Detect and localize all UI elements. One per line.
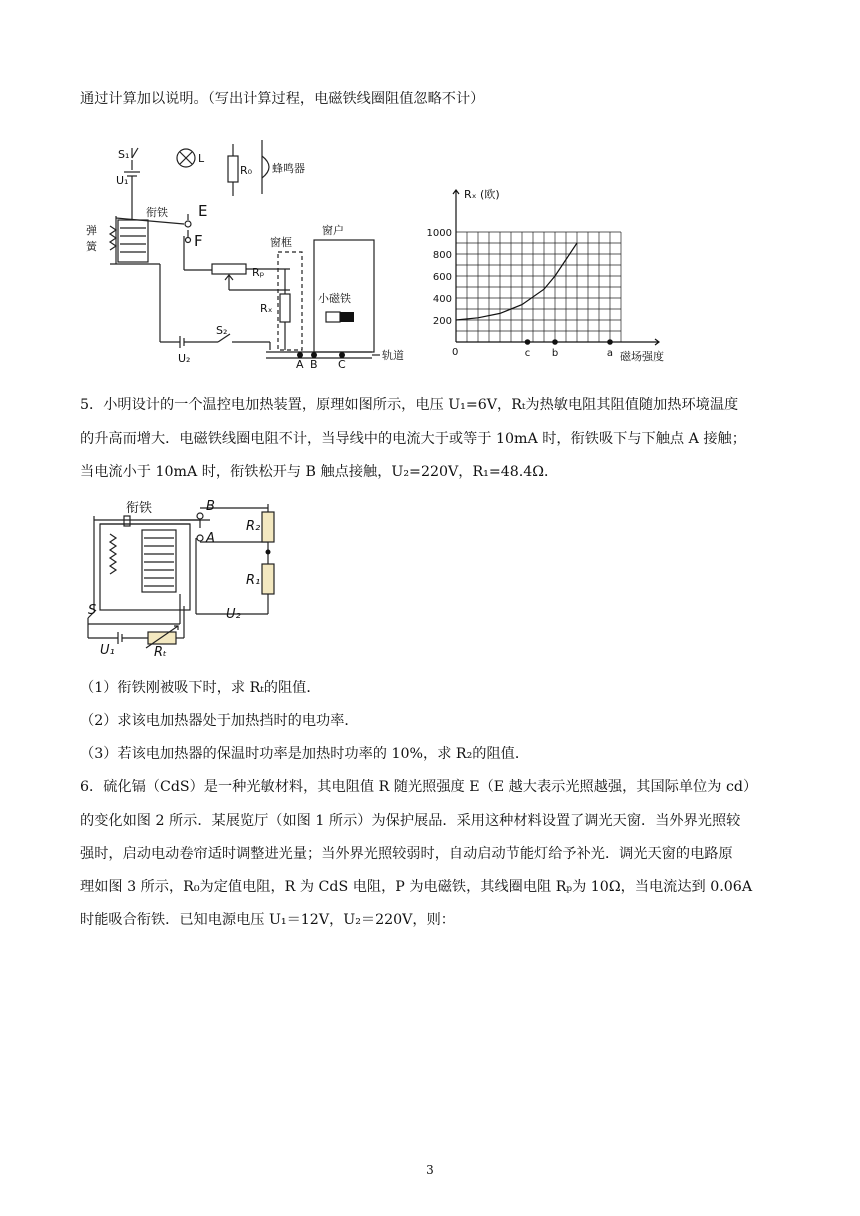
q6-line-4: 理如图 3 所示，R₀为定值电阻，R 为 CdS 电阻，P 为电磁铁，其线圈电阻 Rₚ为 10Ω，当电流达到 0.06A xyxy=(80,879,753,895)
label-lamp: L xyxy=(198,152,205,165)
label-spring: 弹 xyxy=(86,224,97,237)
label-window: 窗户 xyxy=(322,224,344,237)
series-line xyxy=(456,243,577,320)
label-r0: R₀ xyxy=(240,164,253,177)
label-armature-q5: 衔铁 xyxy=(126,501,153,516)
label-frame: 窗框 xyxy=(270,236,292,249)
label-r2: R₂ xyxy=(246,519,261,534)
y-tick-label: 600 xyxy=(432,272,452,283)
q5-line-1: 5．小明设计的一个温控电加热装置，原理如图所示，电压 U₁=6V，Rₜ为热敏电阻其阻值随加热环境温度 xyxy=(80,397,739,413)
q6-line-3: 强时，启动电动卷帘适时调整进光量；当外界光照较弱时，自动启动节能灯给予补光．调光天窗的电路原 xyxy=(80,846,733,862)
q6-line-5: 时能吸合衔铁．已知电源电压 U₁＝12V，U₂＝220V，则： xyxy=(80,912,455,928)
top-note: 通过计算加以说明。（写出计算过程，电磁铁线圈阻值忽略不计） xyxy=(80,91,485,107)
q5-question-1: （1）衔铁刚被吸下时，求 Rₜ的阻值． xyxy=(80,680,321,696)
q5-line-2: 的升高而增大．电磁铁线圈电阻不计，当导线中的电流大于或等于 10mA 时，衔铁吸下与下触点 A 接触； xyxy=(80,431,746,447)
chart-axes xyxy=(453,190,659,345)
y-tick-label: 1000 xyxy=(426,228,452,239)
chart-ylabel: Rₓ (欧) xyxy=(464,188,500,201)
x-marker-dot xyxy=(607,339,613,345)
y-tick-label: 400 xyxy=(432,294,452,305)
label-f: F xyxy=(194,232,203,250)
label-r1: R₁ xyxy=(246,573,261,588)
label-u1-q5: U₁ xyxy=(100,643,115,658)
label-a: A xyxy=(296,358,304,368)
x-marker-dot xyxy=(525,339,531,345)
q5-question-3: （3）若该电加热器的保温时功率是加热时功率的 10%，求 R₂的阻值． xyxy=(80,746,530,762)
alarm-circuit-diagram xyxy=(80,136,420,368)
label-rx: Rₓ xyxy=(260,302,273,315)
label-s1: S₁ xyxy=(118,148,130,161)
q5-line-3: 当电流小于 10mA 时，衔铁松开与 B 触点接触，U₂=220V，R₁=48.4Ω． xyxy=(80,464,559,480)
label-c: C xyxy=(338,358,346,368)
label-b: B xyxy=(310,358,318,368)
label-contact-a: A xyxy=(206,531,215,546)
label-spring2: 簧 xyxy=(86,240,97,253)
chart-xlabel: 磁场强度 xyxy=(620,350,664,363)
label-magnet: 小磁铁 xyxy=(318,292,351,305)
x-marker-label: b xyxy=(551,348,559,359)
label-e: E xyxy=(198,202,208,220)
label-u2-q5: U₂ xyxy=(226,607,241,622)
label-switch-s: S xyxy=(88,603,97,618)
label-rp: Rₚ xyxy=(252,266,265,279)
x-marker-label: c xyxy=(524,348,531,359)
x-marker-label: a xyxy=(606,348,614,359)
chart-origin: 0 xyxy=(452,347,459,358)
label-s2: S₂ xyxy=(216,324,228,337)
label-u2: U₂ xyxy=(178,352,191,365)
q6-line-1: 6．硫化镉（CdS）是一种光敏材料，其电阻值 R 随光照强度 E（E 越大表示光照越强，其国际单位为 cd） xyxy=(80,779,758,795)
label-buzzer: 蜂鸣器 xyxy=(272,162,305,175)
rx-magnetic-chart xyxy=(424,182,680,366)
label-contact-b: B xyxy=(206,499,215,514)
heater-circuit-diagram xyxy=(80,494,300,660)
label-u1: U₁ xyxy=(116,174,129,187)
x-marker-dot xyxy=(552,339,558,345)
y-tick-label: 800 xyxy=(432,250,452,261)
q5-question-2: （2）求该电加热器处于加热挡时的电功率． xyxy=(80,713,359,729)
q6-line-2: 的变化如图 2 所示．某展览厅（如图 1 所示）为保护展品．采用这种材料设置了调光天窗．当外界光照较 xyxy=(80,813,741,829)
y-tick-label: 200 xyxy=(432,316,452,327)
page-number: 3 xyxy=(426,1163,434,1177)
label-rt: Rₜ xyxy=(154,645,167,660)
label-armature: 衔铁 xyxy=(146,206,168,219)
label-track: 轨道 xyxy=(382,349,404,362)
